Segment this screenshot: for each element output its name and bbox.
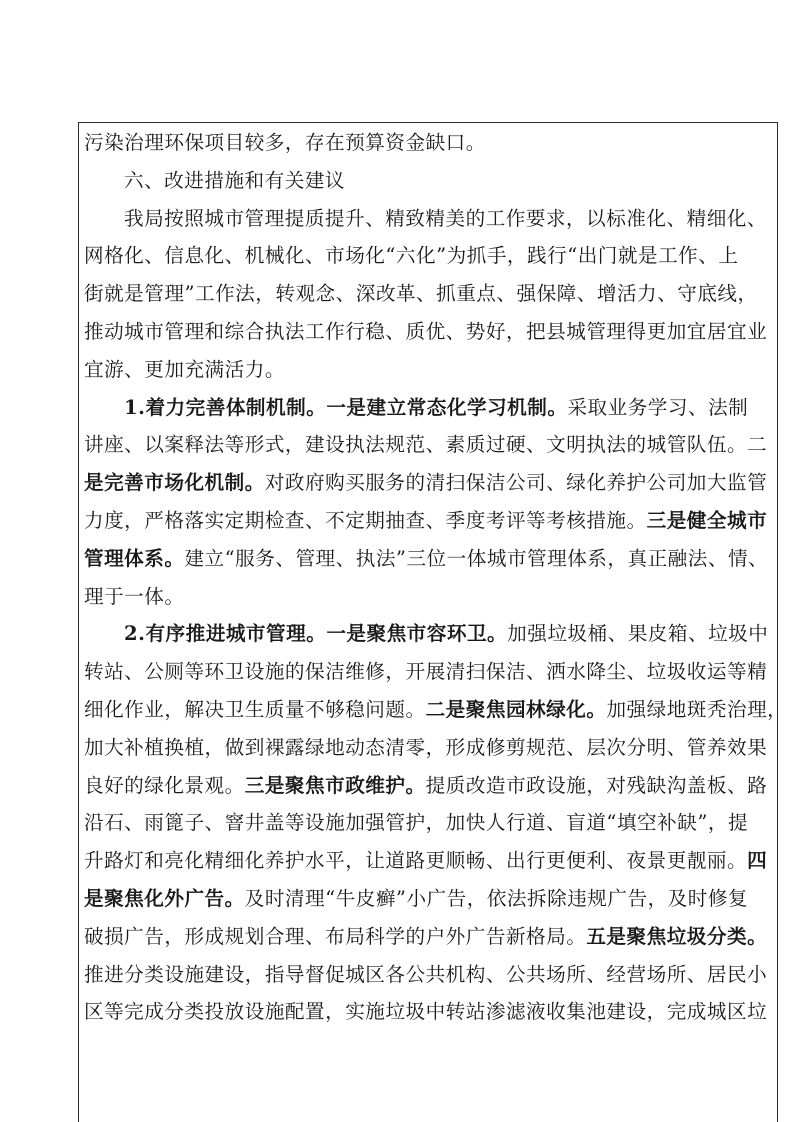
text-segment: 推动城市管理和综合执法工作行稳、质优、势好，把县城管理得更加宜居宜业 (84, 319, 768, 343)
text-line (84, 200, 774, 238)
text-segment: 建立“服务、管理、执法”三位一体城市管理体系，真正融法、情、 (184, 546, 769, 570)
text-line (84, 918, 774, 956)
text-line (84, 464, 774, 502)
bold-text-segment: 三是聚焦市政维护。 (244, 773, 426, 797)
text-line (84, 162, 774, 200)
text-segment: 理于一体。 (84, 584, 185, 608)
text-segment: 街就是管理”工作法，转观念、深改革、抓重点、强保障、增活力、守底线， (84, 282, 758, 306)
text-line (84, 729, 774, 767)
text-segment: 污染治理环保项目较多，存在预算资金缺口。 (84, 131, 486, 154)
text-line (84, 956, 774, 994)
text-line (84, 804, 774, 842)
bold-text-segment: 是聚焦化外广告。 (84, 886, 245, 910)
text-line (84, 615, 774, 653)
text-segment: 及时清理“牛皮癣”小广告，依法拆除违规广告，及时修复 (244, 886, 749, 910)
text-segment: 转站、公厕等环卫设施的保洁维修，开展清扫保洁、洒水降尘、垃圾收运等精 (84, 660, 768, 684)
text-line (84, 313, 774, 351)
document-body (84, 124, 788, 1031)
bold-text-segment: 五是聚焦垃圾分类。 (586, 924, 768, 948)
bold-text-segment: 四 (747, 849, 768, 873)
text-segment: 宜游、更加充满活力。 (84, 357, 285, 381)
text-line (84, 389, 774, 427)
text-line (84, 275, 774, 313)
bold-text-segment: 2.有序推进城市管理。 (124, 622, 327, 646)
text-line (84, 993, 774, 1031)
text-line (84, 653, 774, 691)
bold-text-segment: 一是聚焦市容环卫。 (326, 622, 508, 646)
text-segment: 推进分类设施建设，指导督促城区各公共机构、公共场所、经营场所、居民小 (84, 962, 768, 986)
text-line (84, 691, 788, 729)
text-line (84, 426, 774, 464)
text-segment: 区等完成分类投放设施配置，实施垃圾中转站渗滤液收集池建设，完成城区垃 (84, 1000, 768, 1024)
bold-text-segment: 一是建立常态化学习机制。 (326, 395, 568, 419)
bold-text-segment: 二是聚焦园林绿化。 (425, 697, 607, 721)
text-segment: 我局按照城市管理提质提升、精致精美的工作要求，以标准化、精细化、 (124, 206, 767, 230)
text-line (84, 124, 774, 162)
text-segment: 细化作业，解决卫生质量不够稳问题。 (84, 697, 426, 721)
text-line (84, 540, 774, 578)
text-segment: 升路灯和亮化精细化养护水平，让道路更顺畅、出行更便利、夜景更靓丽。 (84, 849, 748, 873)
text-segment: 对政府购买服务的清扫保洁公司、绿化养护公司加大监管 (264, 471, 768, 495)
text-segment: 网格化、信息化、机械化、市场化“六化”为抓手，践行“出门就是工作、上 (84, 244, 739, 268)
text-segment: 加强垃圾桶、果皮箱、垃圾中 (507, 622, 769, 646)
text-segment: 加大补植换植，做到裸露绿地动态清零，形成修剪规范、层次分明、管养效果 (84, 735, 768, 759)
text-segment: 采取业务学习、法制 (567, 395, 749, 419)
text-segment: 提质改造市政设施，对残缺沟盖板、路 (425, 773, 768, 797)
text-segment: 沿石、雨篦子、窨井盖等设施加强管护，加快人行道、盲道“填空补缺”，提 (84, 811, 749, 835)
text-segment: 力度，严格落实定期检查、不定期抽查、季度考评等考核措施。 (84, 508, 647, 532)
bold-text-segment: 三是健全城市 (646, 508, 768, 532)
text-line (84, 842, 774, 880)
text-segment: 良好的绿化景观。 (84, 773, 245, 797)
bold-text-segment: 是完善市场化机制。 (84, 471, 265, 495)
text-line (84, 351, 774, 389)
text-segment: 加强绿地斑秃治理， (606, 697, 788, 721)
text-segment: 六、改进措施和有关建议 (124, 168, 346, 192)
text-segment: 讲座、以案释法等形式，建设执法规范、素质过硬、文明执法的城管队伍。二 (84, 433, 768, 457)
bold-text-segment: 1.着力完善体制机制。 (124, 395, 327, 419)
text-line (84, 767, 774, 805)
bold-text-segment: 管理体系。 (84, 546, 185, 570)
text-line (84, 237, 774, 275)
text-line (84, 880, 774, 918)
text-line (84, 578, 774, 616)
text-line (84, 502, 774, 540)
text-segment: 破损广告，形成规划合理、布局科学的户外广告新格局。 (84, 924, 587, 948)
